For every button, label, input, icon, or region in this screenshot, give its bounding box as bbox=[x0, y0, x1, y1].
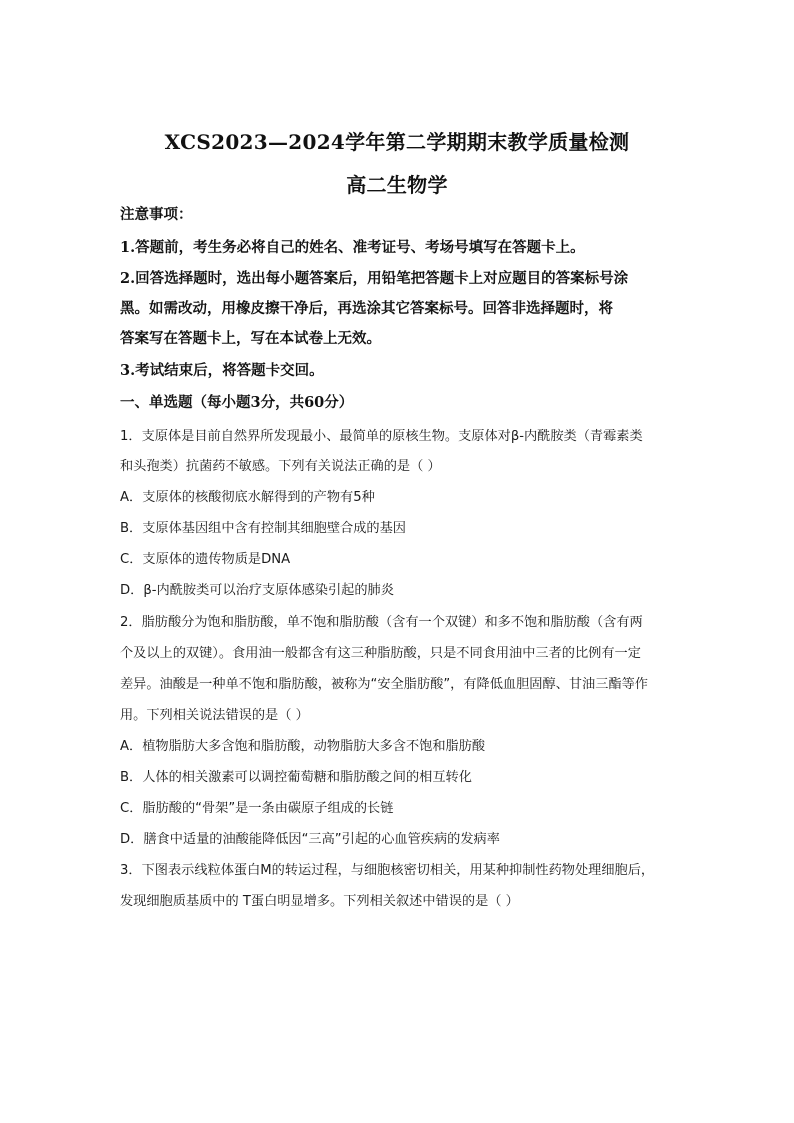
question-1-option-b: B．支原体基因组中含有控制其细胞壁合成的基因 bbox=[120, 521, 406, 536]
question-3-stem-line-2: 发现细胞质基质中的 T蛋白明显增多。下列相关叙述中错误的是（ ） bbox=[120, 894, 519, 909]
question-1-option-d: D．β-内酰胺类可以治疗支原体感染引起的肺炎 bbox=[120, 583, 394, 598]
notice-item-1: 1.答题前，考生务必将自己的姓名、准考证号、考场号填写在答题卡上。 bbox=[120, 239, 585, 256]
exam-title: XCS2023—2024学年第二学期期末教学质量检测 bbox=[164, 130, 630, 154]
section-heading: 一、单选题（每小题3分，共60分） bbox=[120, 394, 354, 411]
question-1-option-a: A．支原体的核酸彻底水解得到的产物有5种 bbox=[120, 490, 375, 505]
question-1-option-c: C．支原体的遗传物质是DNA bbox=[120, 552, 291, 567]
notice-item-3: 3.考试结束后，将答题卡交回。 bbox=[120, 362, 324, 379]
question-1-stem-line-1: 1．支原体是目前自然界所发现最小、最简单的原核生物。支原体对β-内酰胺类（青霉素类 bbox=[120, 429, 643, 444]
subject-title: 高二生物学 bbox=[346, 173, 448, 197]
question-1-stem-line-2: 和头孢类）抗菌药不敏感。下列有关说法正确的是（ ） bbox=[120, 459, 441, 474]
question-2-option-b: B．人体的相关激素可以调控葡萄糖和脂肪酸之间的相互转化 bbox=[120, 770, 472, 785]
notice-heading: 注意事项： bbox=[120, 206, 193, 223]
question-3-stem-line-1: 3．下图表示线粒体蛋白M的转运过程，与细胞核密切相关，用某种抑制性药物处理细胞后， bbox=[120, 863, 655, 878]
question-2-stem-line-4: 用。下列相关说法错误的是（ ） bbox=[120, 708, 309, 723]
notice-item-2-line-2: 黑。如需改动，用橡皮擦干净后，再选涂其它答案标号。回答非选择题时，将 bbox=[120, 300, 613, 317]
notice-item-2-line-3: 答案写在答题卡上，写在本试卷上无效。 bbox=[120, 330, 381, 347]
question-2-option-a: A．植物脂肪大多含饱和脂肪酸，动物脂肪大多含不饱和脂肪酸 bbox=[120, 739, 486, 754]
question-2-option-d: D．膳食中适量的油酸能降低因“三高”引起的心血管疾病的发病率 bbox=[120, 832, 500, 847]
question-2-option-c: C．脂肪酸的“骨架”是一条由碳原子组成的长链 bbox=[120, 801, 394, 816]
question-2-stem-line-3: 差异。油酸是一种单不饱和脂肪酸，被称为“安全脂肪酸”，有降低血胆固醇、甘油三酯等作 bbox=[120, 677, 648, 692]
notice-item-2-line-1: 2.回答选择题时，选出每小题答案后，用铅笔把答题卡上对应题目的答案标号涂 bbox=[120, 270, 629, 287]
question-2-stem-line-1: 2．脂肪酸分为饱和脂肪酸，单不饱和脂肪酸（含有一个双键）和多不饱和脂肪酸（含有两 bbox=[120, 615, 643, 630]
question-2-stem-line-2: 个及以上的双键）。食用油一般都含有这三种脂肪酸，只是不同食用油中三者的比例有一定 bbox=[120, 646, 641, 661]
